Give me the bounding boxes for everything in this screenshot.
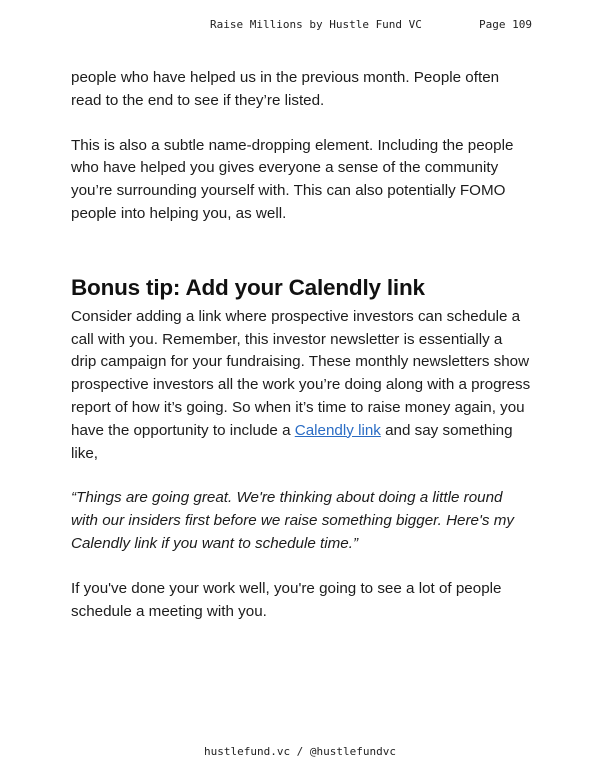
page-header <box>0 18 600 34</box>
paragraph-helped-people: people who have helped us in the previous month. People often read to the end to see if they’re listed. <box>71 69 500 109</box>
paragraph-calendly-text-before: Consider adding a link where prospective investors can schedule a call with you. Remember, this investor newsletter is essentially a drip campaign for your fundraising. These monthly newsletters show prospective investors all the work you’re doing along with a progress report of how it’s going. So when it’s time to raise money again, you have the opportunity to include a <box>71 307 531 439</box>
page-content <box>71 67 531 623</box>
paragraph-calendly-text-after: and say something like, <box>71 421 513 462</box>
book-title: Raise Millions by Hustle Fund VC <box>210 18 422 31</box>
page-number: Page 109 <box>479 18 532 31</box>
section-heading: Bonus tip: Add your Calendly link <box>71 274 425 300</box>
page-footer: hustlefund.vc / @hustlefundvc <box>203 745 397 758</box>
calendly-link[interactable]: Calendly link <box>294 421 381 439</box>
paragraph-closing: If you've done your work well, you're going to see a lot of people schedule a meeting with you. <box>71 579 502 620</box>
paragraph-name-dropping: This is also a subtle name-dropping element. Including the people who have helped you gives everyone a sense of the community you’re surrounding yourself with. This can also potentially FOMO people into helping you, as well. <box>71 136 514 222</box>
example-quote: “Things are going great. We're thinking about doing a little round with our insiders first before we raise something bigger. Here's my Calendly link if you want to schedule time.” <box>71 489 514 552</box>
paragraph-calendly <box>71 306 531 466</box>
